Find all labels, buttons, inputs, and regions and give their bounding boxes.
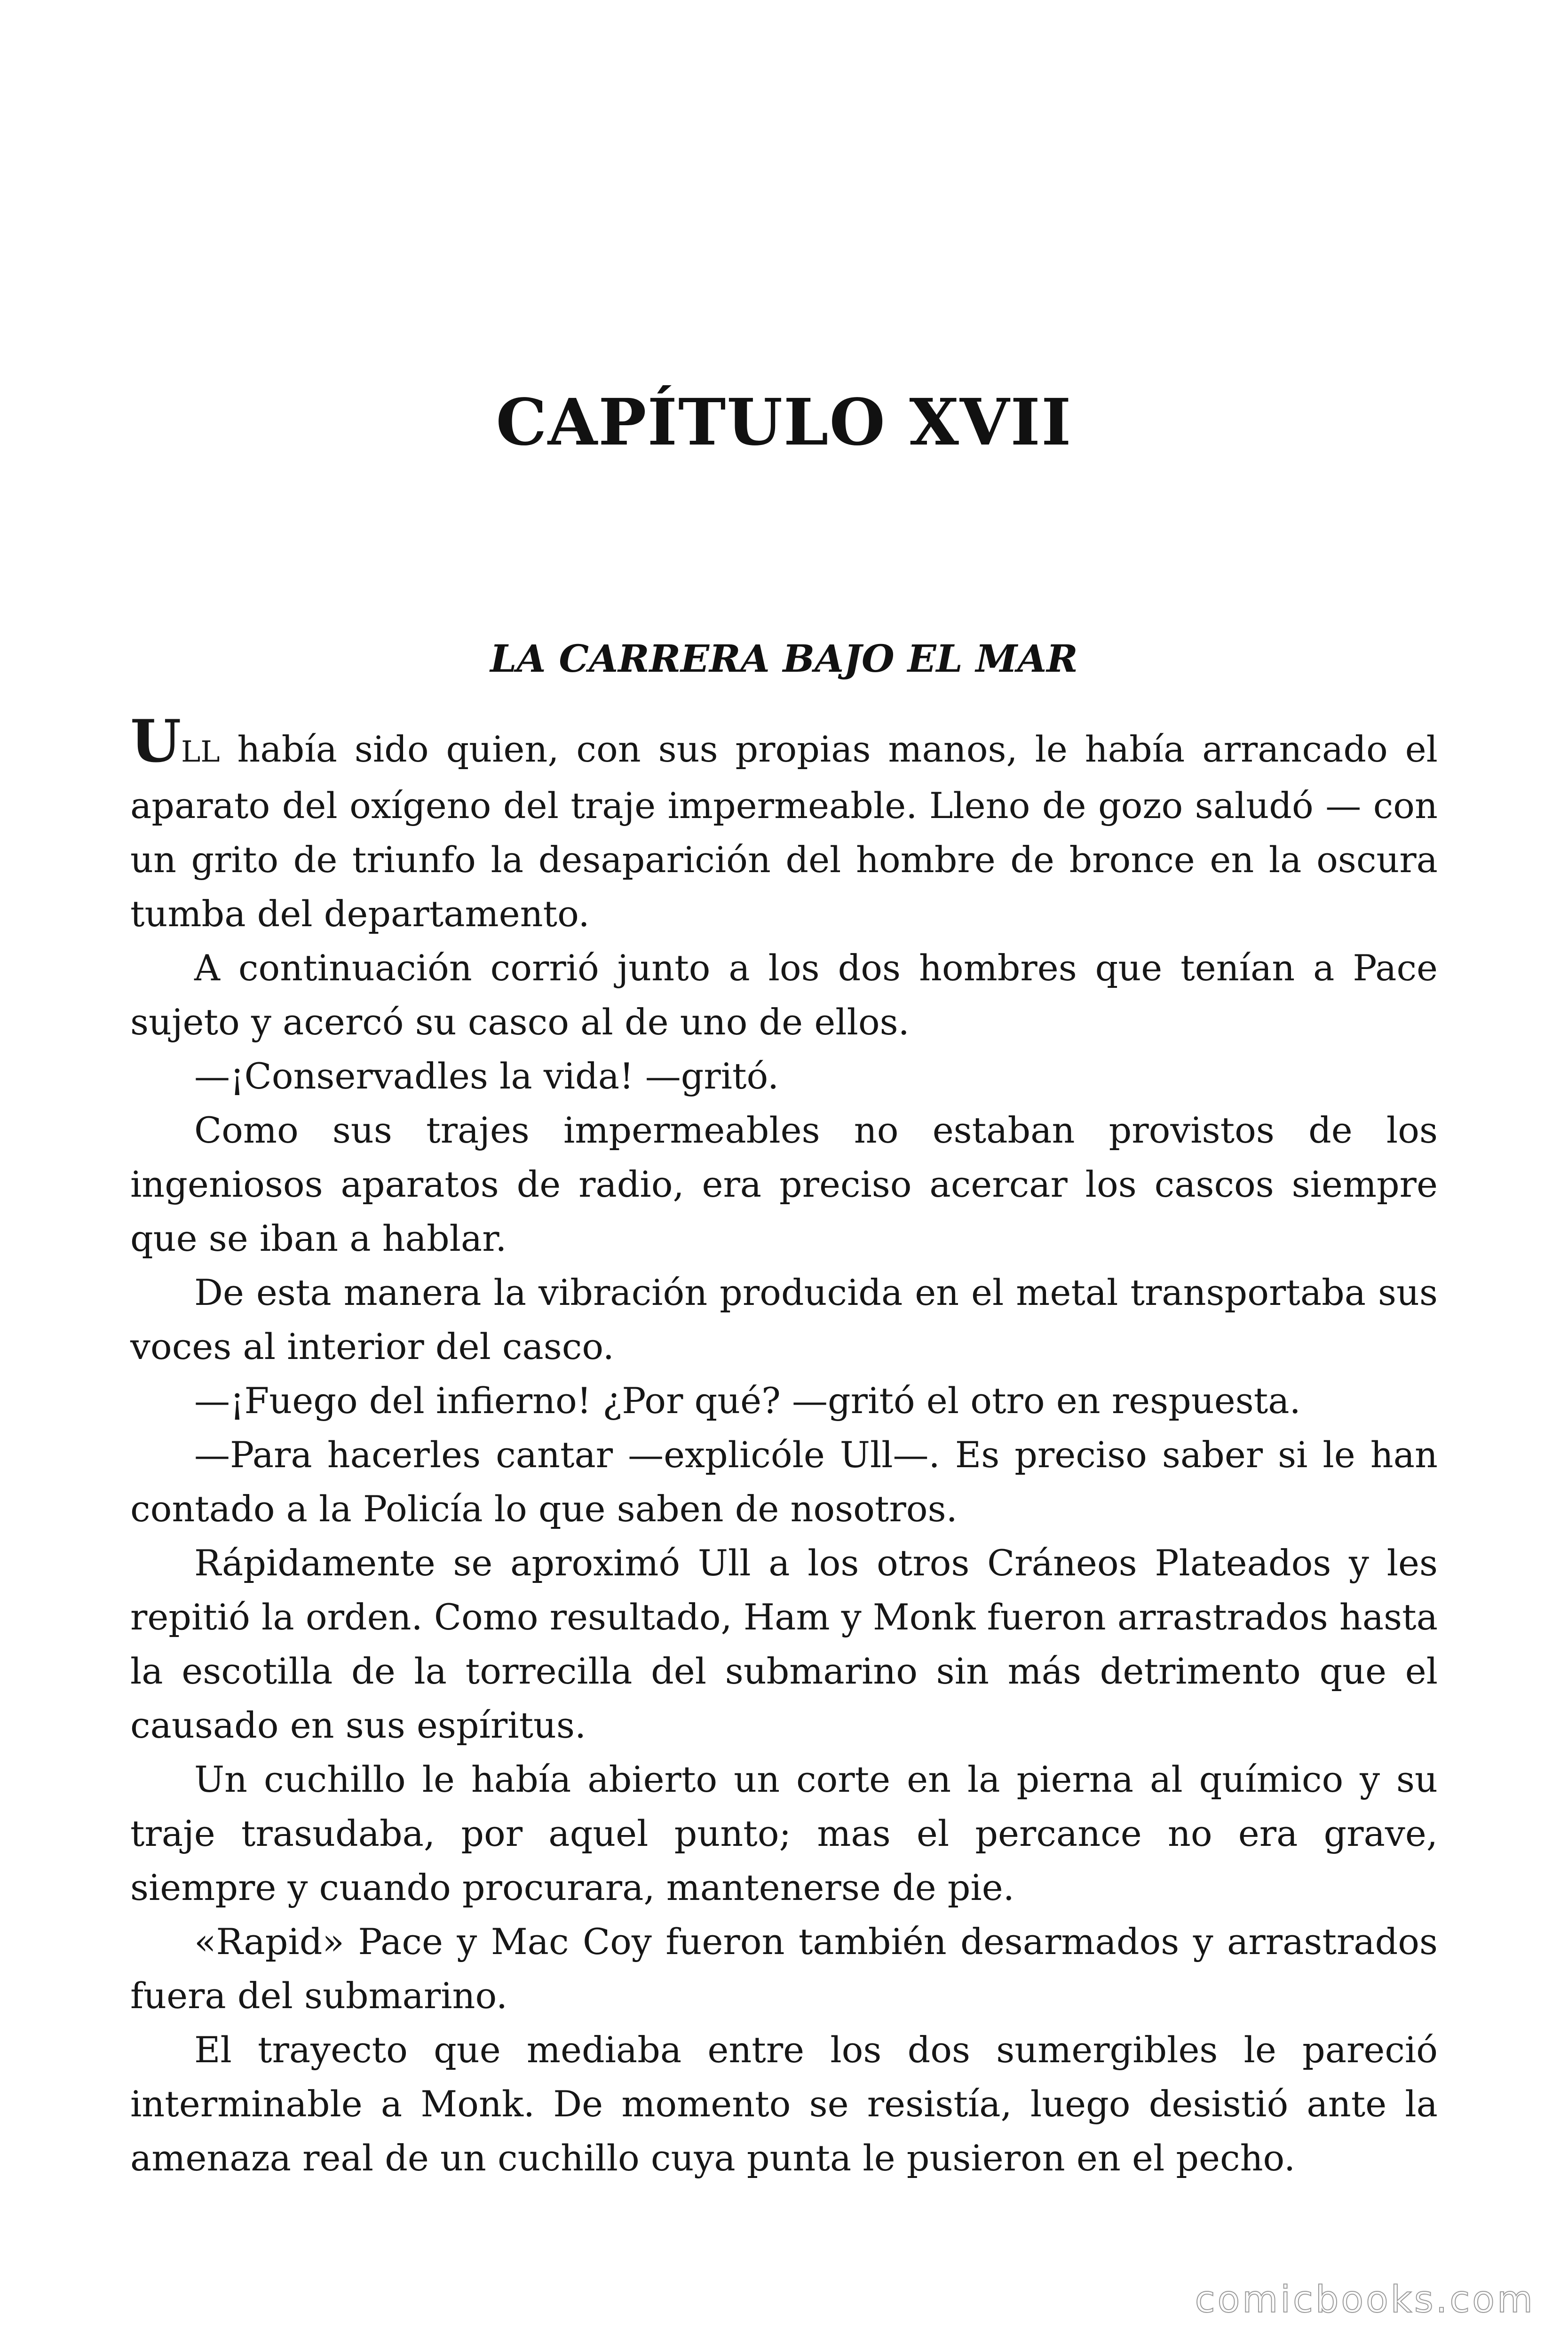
paragraph: Un cuchillo le había abierto un corte en la pierna al químico y su traje trasudaba, por aquel punto; mas el percance no era grave, siempre y cuando procurara, mantenerse de pie. bbox=[130, 1758, 1438, 1908]
paragraph-text: había sido quien, con sus propias manos, le había arrancado el aparato del oxígeno del traje impermeable. Lleno de gozo saludó — con un grito de triunfo la desaparición del hombre de bronce en la oscura tumba del departamento. bbox=[130, 728, 1438, 935]
paragraph: De esta manera la vibración producida en el metal transportaba sus voces al interior del casco. bbox=[130, 1271, 1438, 1367]
chapter-subtitle: LA CARRERA BAJO EL MAR bbox=[490, 636, 1078, 681]
paragraph-opening bbox=[130, 707, 1438, 941]
chapter-body bbox=[130, 707, 1438, 2185]
paragraph: Como sus trajes impermeables no estaban provistos de los ingeniosos aparatos de radio, era preciso acercar los cascos siempre que se iban a hablar. bbox=[130, 1109, 1438, 1259]
paragraph: —Para hacerles cantar —explicóle Ull—. Es preciso saber si le han contado a la Policía lo que saben de nosotros. bbox=[130, 1434, 1438, 1530]
paragraph: El trayecto que mediaba entre los dos sumergibles le pareció interminable a Monk. De momento se resistía, luego desistió ante la amenaza real de un cuchillo cuya punta le pusieron en el pecho. bbox=[130, 2029, 1438, 2179]
paragraph: Rápidamente se aproximó Ull a los otros Cráneos Plateados y les repitió la orden. Como resultado, Ham y Monk fueron arrastrados hasta la escotilla de la torrecilla del submarino sin más detrimento que el causado en sus espíritus. bbox=[130, 1542, 1438, 1746]
drop-cap: U bbox=[130, 707, 182, 776]
paragraph: A continuación corrió junto a los dos hombres que tenían a Pace sujeto y acercó su casco al de uno de ellos. bbox=[130, 947, 1438, 1043]
chapter-title: CAPÍTULO XVII bbox=[496, 385, 1072, 460]
drop-cap-continuation: LL bbox=[181, 734, 220, 769]
paragraph: —¡Conservadles la vida! —gritó. bbox=[194, 1055, 779, 1097]
watermark: comicbooks.com bbox=[1195, 2279, 1535, 2321]
paragraph: —¡Fuego del infierno! ¿Por qué? —gritó el otro en respuesta. bbox=[194, 1380, 1301, 1422]
paragraph: «Rapid» Pace y Mac Coy fueron también desarmados y arrastrados fuera del submarino. bbox=[130, 1921, 1438, 2017]
